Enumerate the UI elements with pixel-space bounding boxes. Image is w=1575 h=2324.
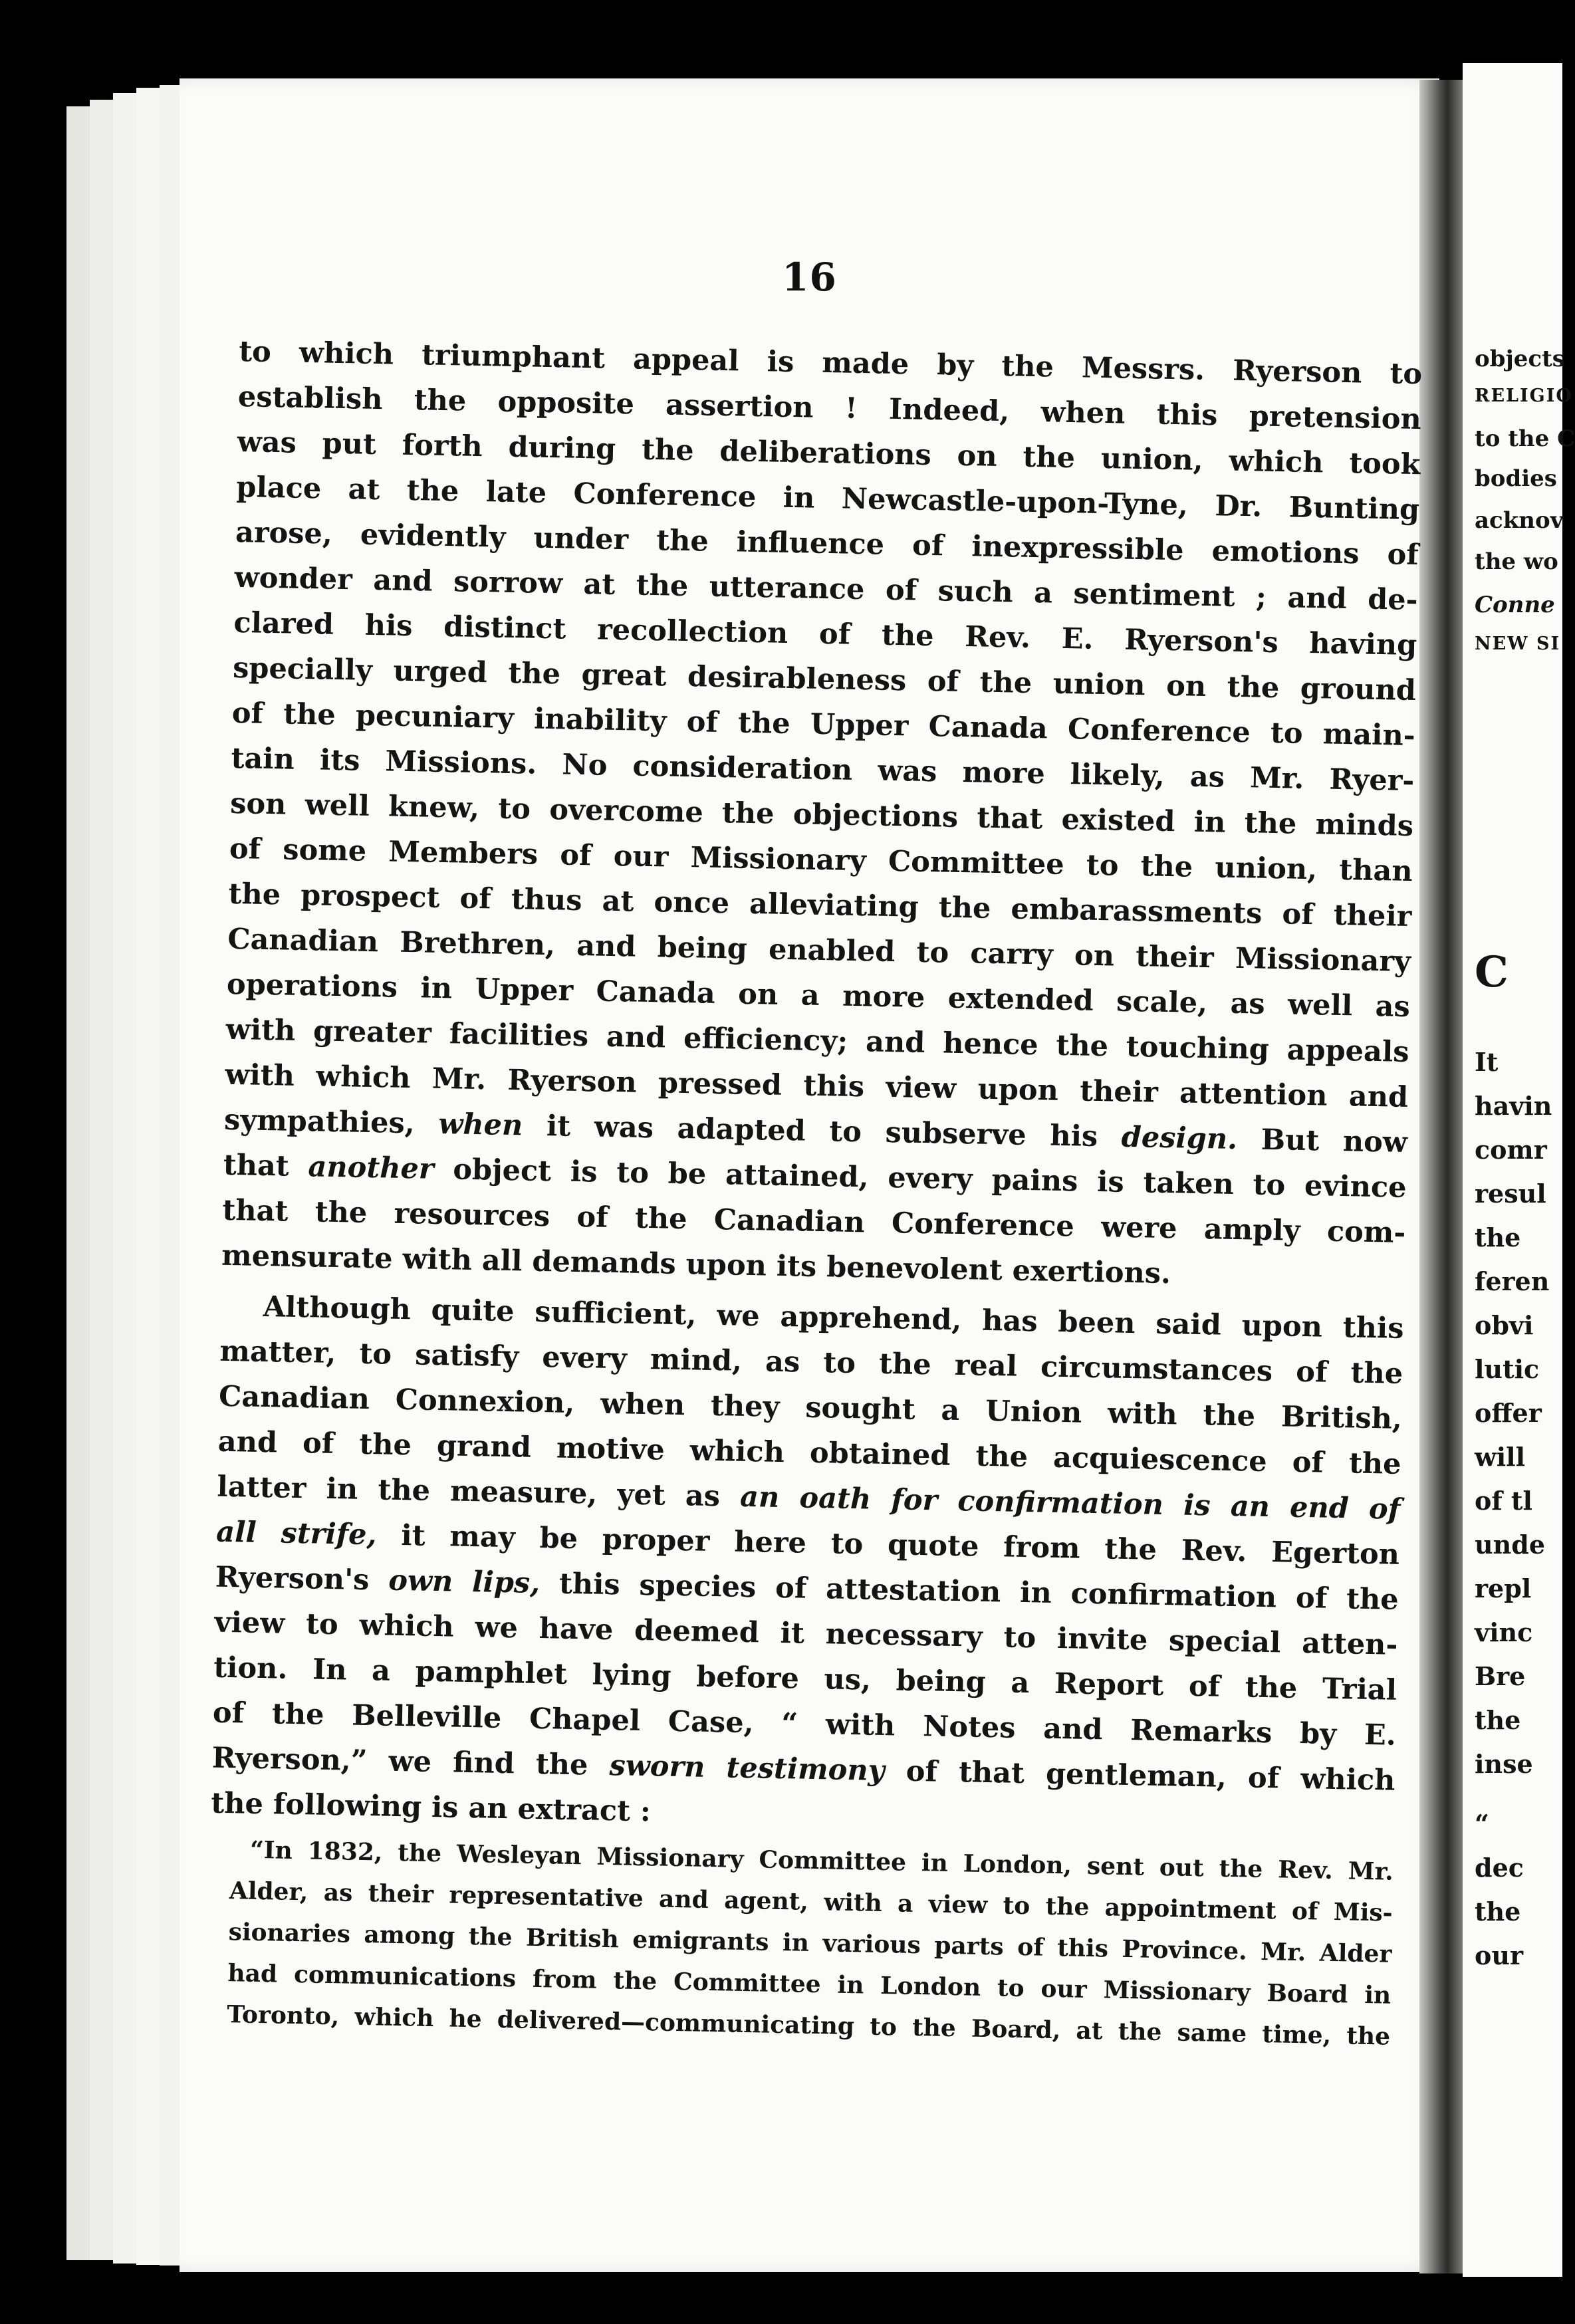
text-line: place at the late Conference in Newcastle-upon-Tyne, Dr. Bunting	[235, 470, 1420, 527]
facing-text-line: repl	[1475, 1573, 1532, 1603]
text-line: Canadian Connexion, when they sought a Union with the British,	[218, 1379, 1403, 1436]
text-line: Although quite sufficient, we apprehend, has been said upon this	[263, 1290, 1404, 1345]
text-line: mensurate with all demands upon its benevolent exertions.	[221, 1238, 1171, 1291]
quote-line: Alder, as their representative and agent, with a view to the appointment of Mis-	[229, 1877, 1393, 1927]
text-line: of some Members of our Missionary Committee to the union, than	[229, 832, 1413, 889]
facing-text-line: of tl	[1475, 1486, 1532, 1516]
facing-text-line: Bre	[1475, 1661, 1526, 1691]
text-line: that another object is to be attained, every pains is taken to evince	[223, 1148, 1407, 1205]
facing-text-line: obvi	[1475, 1310, 1534, 1340]
text-line: that the resources of the Canadian Conference were amply com-	[222, 1193, 1406, 1250]
facing-text-line: feren	[1475, 1266, 1550, 1296]
paragraph-2-cont	[212, 1600, 1398, 1758]
facing-text-line: inse	[1475, 1749, 1533, 1779]
facing-text-line: the	[1475, 1705, 1521, 1735]
facing-text-line: RELIGIO	[1475, 386, 1573, 406]
text-line: the prospect of thus at once alleviating the embarassments of their	[228, 877, 1412, 934]
text-line: wonder and sorrow at the utterance of such a sentiment ; and de-	[234, 560, 1418, 618]
text-line: Ryerson's own lips, this species of attestation in confirmation of the	[215, 1560, 1399, 1617]
facing-text-line: the	[1475, 1222, 1521, 1252]
facing-text-line: It	[1475, 1047, 1499, 1077]
text-line: all strife, it may be proper here to quote from the Rev. Egerton	[215, 1515, 1400, 1571]
facing-text-line: to the C	[1475, 425, 1575, 452]
quote-line: had communications from the Committee in London to our Missionary Board in	[227, 1959, 1392, 2010]
book-spine-gutter	[1419, 80, 1466, 2273]
facing-text-line: vinc	[1475, 1617, 1533, 1647]
text-line: Ryerson,” we find the sworn testimony of that gentleman, of which	[211, 1741, 1395, 1798]
text-line: was put forth during the deliberations on the union, which took	[237, 425, 1421, 482]
paragraph-2	[217, 1284, 1404, 1487]
text-line: of the pecuniary inability of the Upper Canada Conference to main-	[231, 696, 1416, 753]
facing-text-line: bodies	[1475, 465, 1557, 492]
facing-text-line: lutic	[1475, 1354, 1540, 1384]
facing-text-line: the	[1475, 1897, 1521, 1926]
facing-page	[1463, 63, 1575, 2277]
text-line: specially urged the great desirableness of the union on the ground	[232, 651, 1417, 708]
facing-text-line: havin	[1475, 1091, 1552, 1121]
facing-text-line: will	[1475, 1442, 1526, 1472]
page-number: 16	[782, 255, 837, 300]
facing-text-line: the wo	[1475, 548, 1558, 575]
block-quote	[207, 1829, 1394, 2057]
facing-text-line: objects	[1475, 346, 1565, 372]
facing-text-line: offer	[1475, 1398, 1542, 1428]
text-line: with which Mr. Ryerson pressed this view upon their attention and	[224, 1058, 1409, 1114]
text-line: of the Belleville Chapel Case, “ with Notes and Remarks by E.	[212, 1696, 1397, 1752]
facing-text-line: dec	[1475, 1853, 1524, 1883]
paragraph-1	[225, 329, 1423, 1120]
text-line: arose, evidently under the influence of inexpressible emotions of	[235, 515, 1419, 572]
facing-text-line: comr	[1475, 1135, 1547, 1165]
facing-text-line: acknov	[1475, 507, 1564, 534]
quote-line: Toronto, which he delivered—communicating to the Board, at the same time, the	[226, 2000, 1391, 2051]
text-line: view to which we have deemed it necessary to invite special atten-	[214, 1605, 1398, 1662]
text-line: tion. In a pamphlet lying before us, being a Report of the Trial	[213, 1651, 1397, 1707]
text-line: establish the opposite assertion ! Indeed, when this pretension	[237, 380, 1422, 437]
text-line: sympathies, when it was adapted to subserve his design. But now	[223, 1103, 1408, 1159]
text-line: clared his distinct recollection of the Rev. E. Ryerson's having	[233, 606, 1417, 663]
facing-text-line: our	[1475, 1940, 1523, 1970]
text-line: operations in Upper Canada on a more extended scale, as well as	[226, 967, 1411, 1024]
text-line: with greater facilities and efficiency; and hence the touching appeals	[225, 1012, 1409, 1069]
quote-line: sionaries among the British emigrants in various parts of this Province. Mr. Alder	[228, 1918, 1392, 1968]
main-text	[207, 329, 1423, 2057]
quote-line: “In 1832, the Wesleyan Missionary Committee in London, sent out the Rev. Mr.	[249, 1835, 1394, 1886]
facing-text-line: Conne	[1475, 592, 1555, 618]
text-line: to which triumphant appeal is made by the Messrs. Ryerson to	[238, 334, 1423, 392]
text-line: matter, to satisfy every mind, as to the real circumstances of the	[219, 1334, 1403, 1391]
facing-text-line: NEW SI	[1475, 634, 1561, 654]
facing-heading: C	[1475, 947, 1509, 997]
text-line: the following is an extract :	[210, 1786, 652, 1829]
text-line: Canadian Brethren, and being enabled to carry on their Missionary	[227, 922, 1411, 979]
text-line: latter in the measure, yet as an oath for confirmation is an end of	[217, 1470, 1401, 1526]
facing-text-line: unde	[1475, 1530, 1546, 1560]
facing-text-line: resul	[1475, 1179, 1546, 1209]
facing-text-line: “	[1475, 1809, 1489, 1839]
text-line: and of the grand motive which obtained the acquiescence of the	[217, 1425, 1402, 1481]
text-line: son well knew, to overcome the objections that existed in the minds	[229, 786, 1414, 844]
text-line: tain its Missions. No consideration was more likely, as Mr. Ryer-	[231, 741, 1415, 798]
